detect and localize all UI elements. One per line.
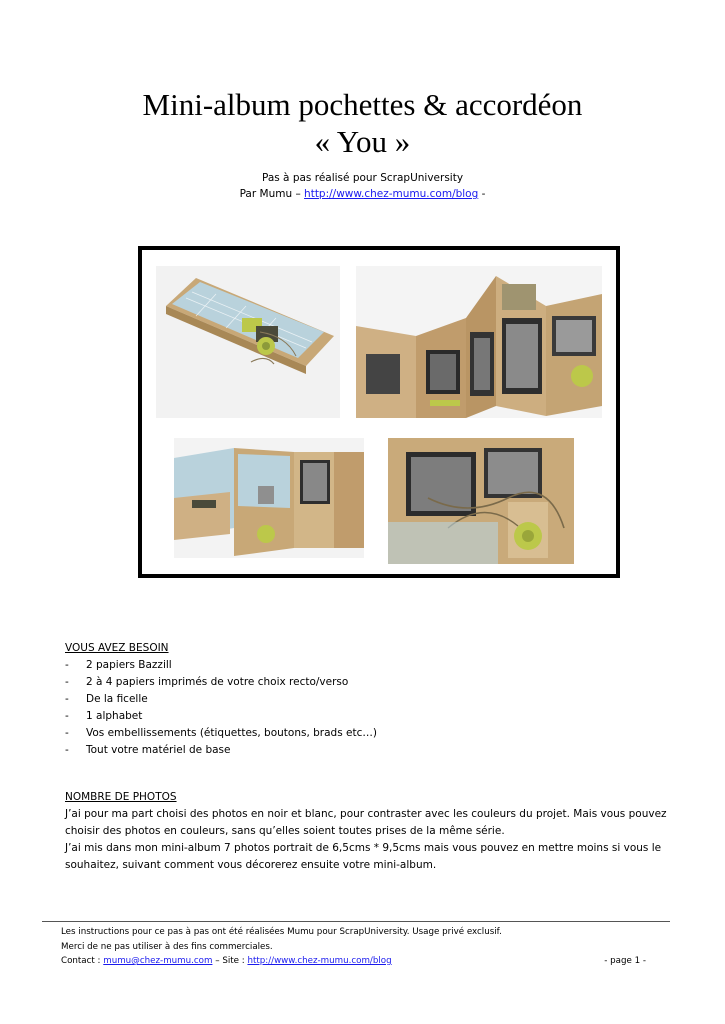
list-item-text: 2 à 4 papiers imprimés de votre choix recto/verso [86, 676, 349, 688]
bullet-dash: - [65, 710, 69, 722]
bullet-dash: - [65, 659, 69, 671]
page-title-line2: « You » [314, 124, 411, 159]
photo-detail-twine [388, 438, 574, 564]
blog-link[interactable]: http://www.chez-mumu.com/blog [304, 188, 479, 200]
email-link[interactable]: mumu@chez-mumu.com [103, 956, 213, 966]
list-item [65, 742, 695, 759]
subtitle-author [0, 186, 725, 202]
author-prefix: Par Mumu – [239, 188, 305, 200]
page-title: Mini-album pochettes & accordéon [142, 87, 583, 122]
detail-illustration [388, 438, 574, 564]
list-item-text: Tout votre matériel de base [86, 744, 231, 756]
list-item-text: 1 alphabet [86, 710, 143, 722]
pockets-illustration [174, 438, 364, 558]
photo-collage [138, 246, 620, 578]
page-number: - page 1 - [604, 956, 646, 966]
photos-paragraph: J’ai pour ma part choisi des photos en noir et blanc, pour contraster avec les couleurs du projet. Mais vous pouvez choisir des photos en couleurs, sans qu’elles soient toutes prises de la même série. [65, 808, 667, 837]
list-item-text: Vos embellissements (étiquettes, boutons, brads etc…) [86, 727, 377, 739]
closed-album-illustration [156, 266, 340, 418]
photos-paragraph: J’ai mis dans mon mini-album 7 photos portrait de 6,5cms * 9,5cms mais vous pouvez en mettre moins si vous le souhaitez, suivant comment vous décorerez ensuite votre mini-album. [65, 842, 662, 871]
needs-list [65, 657, 695, 759]
list-item [65, 674, 695, 691]
contact-label: Contact : [61, 956, 104, 966]
bullet-dash: - [65, 676, 69, 688]
site-label: – Site : [212, 956, 248, 966]
footer-usage: Les instructions pour ce pas à pas ont été réalisées Mumu pour ScrapUniversity. Usage privé exclusif. [61, 927, 502, 937]
footer [61, 925, 651, 969]
author-suffix: - [478, 188, 486, 200]
list-item [65, 691, 695, 708]
photo-closed-album [156, 266, 340, 418]
needs-section [65, 640, 695, 759]
photo-pockets [174, 438, 364, 558]
list-item [65, 657, 695, 674]
subtitle-credit: Pas à pas réalisé pour ScrapUniversity [261, 172, 464, 184]
footer-notice: Merci de ne pas utiliser à des fins commerciales. [61, 941, 273, 952]
bullet-dash: - [65, 693, 69, 705]
photo-accordion-open [356, 266, 602, 418]
accordion-illustration [356, 266, 602, 418]
footer-contact [61, 954, 651, 969]
bullet-dash: - [65, 727, 69, 739]
list-item-text: 2 papiers Bazzill [86, 659, 172, 671]
footer-divider [42, 921, 670, 922]
list-item-text: De la ficelle [86, 693, 148, 705]
bullet-dash: - [65, 744, 69, 756]
site-link[interactable]: http://www.chez-mumu.com/blog [247, 956, 392, 966]
photos-section [65, 789, 695, 874]
list-item [65, 708, 695, 725]
photos-heading: NOMBRE DE PHOTOS [65, 791, 177, 803]
needs-heading: VOUS AVEZ BESOIN [65, 642, 169, 654]
list-item [65, 725, 695, 742]
